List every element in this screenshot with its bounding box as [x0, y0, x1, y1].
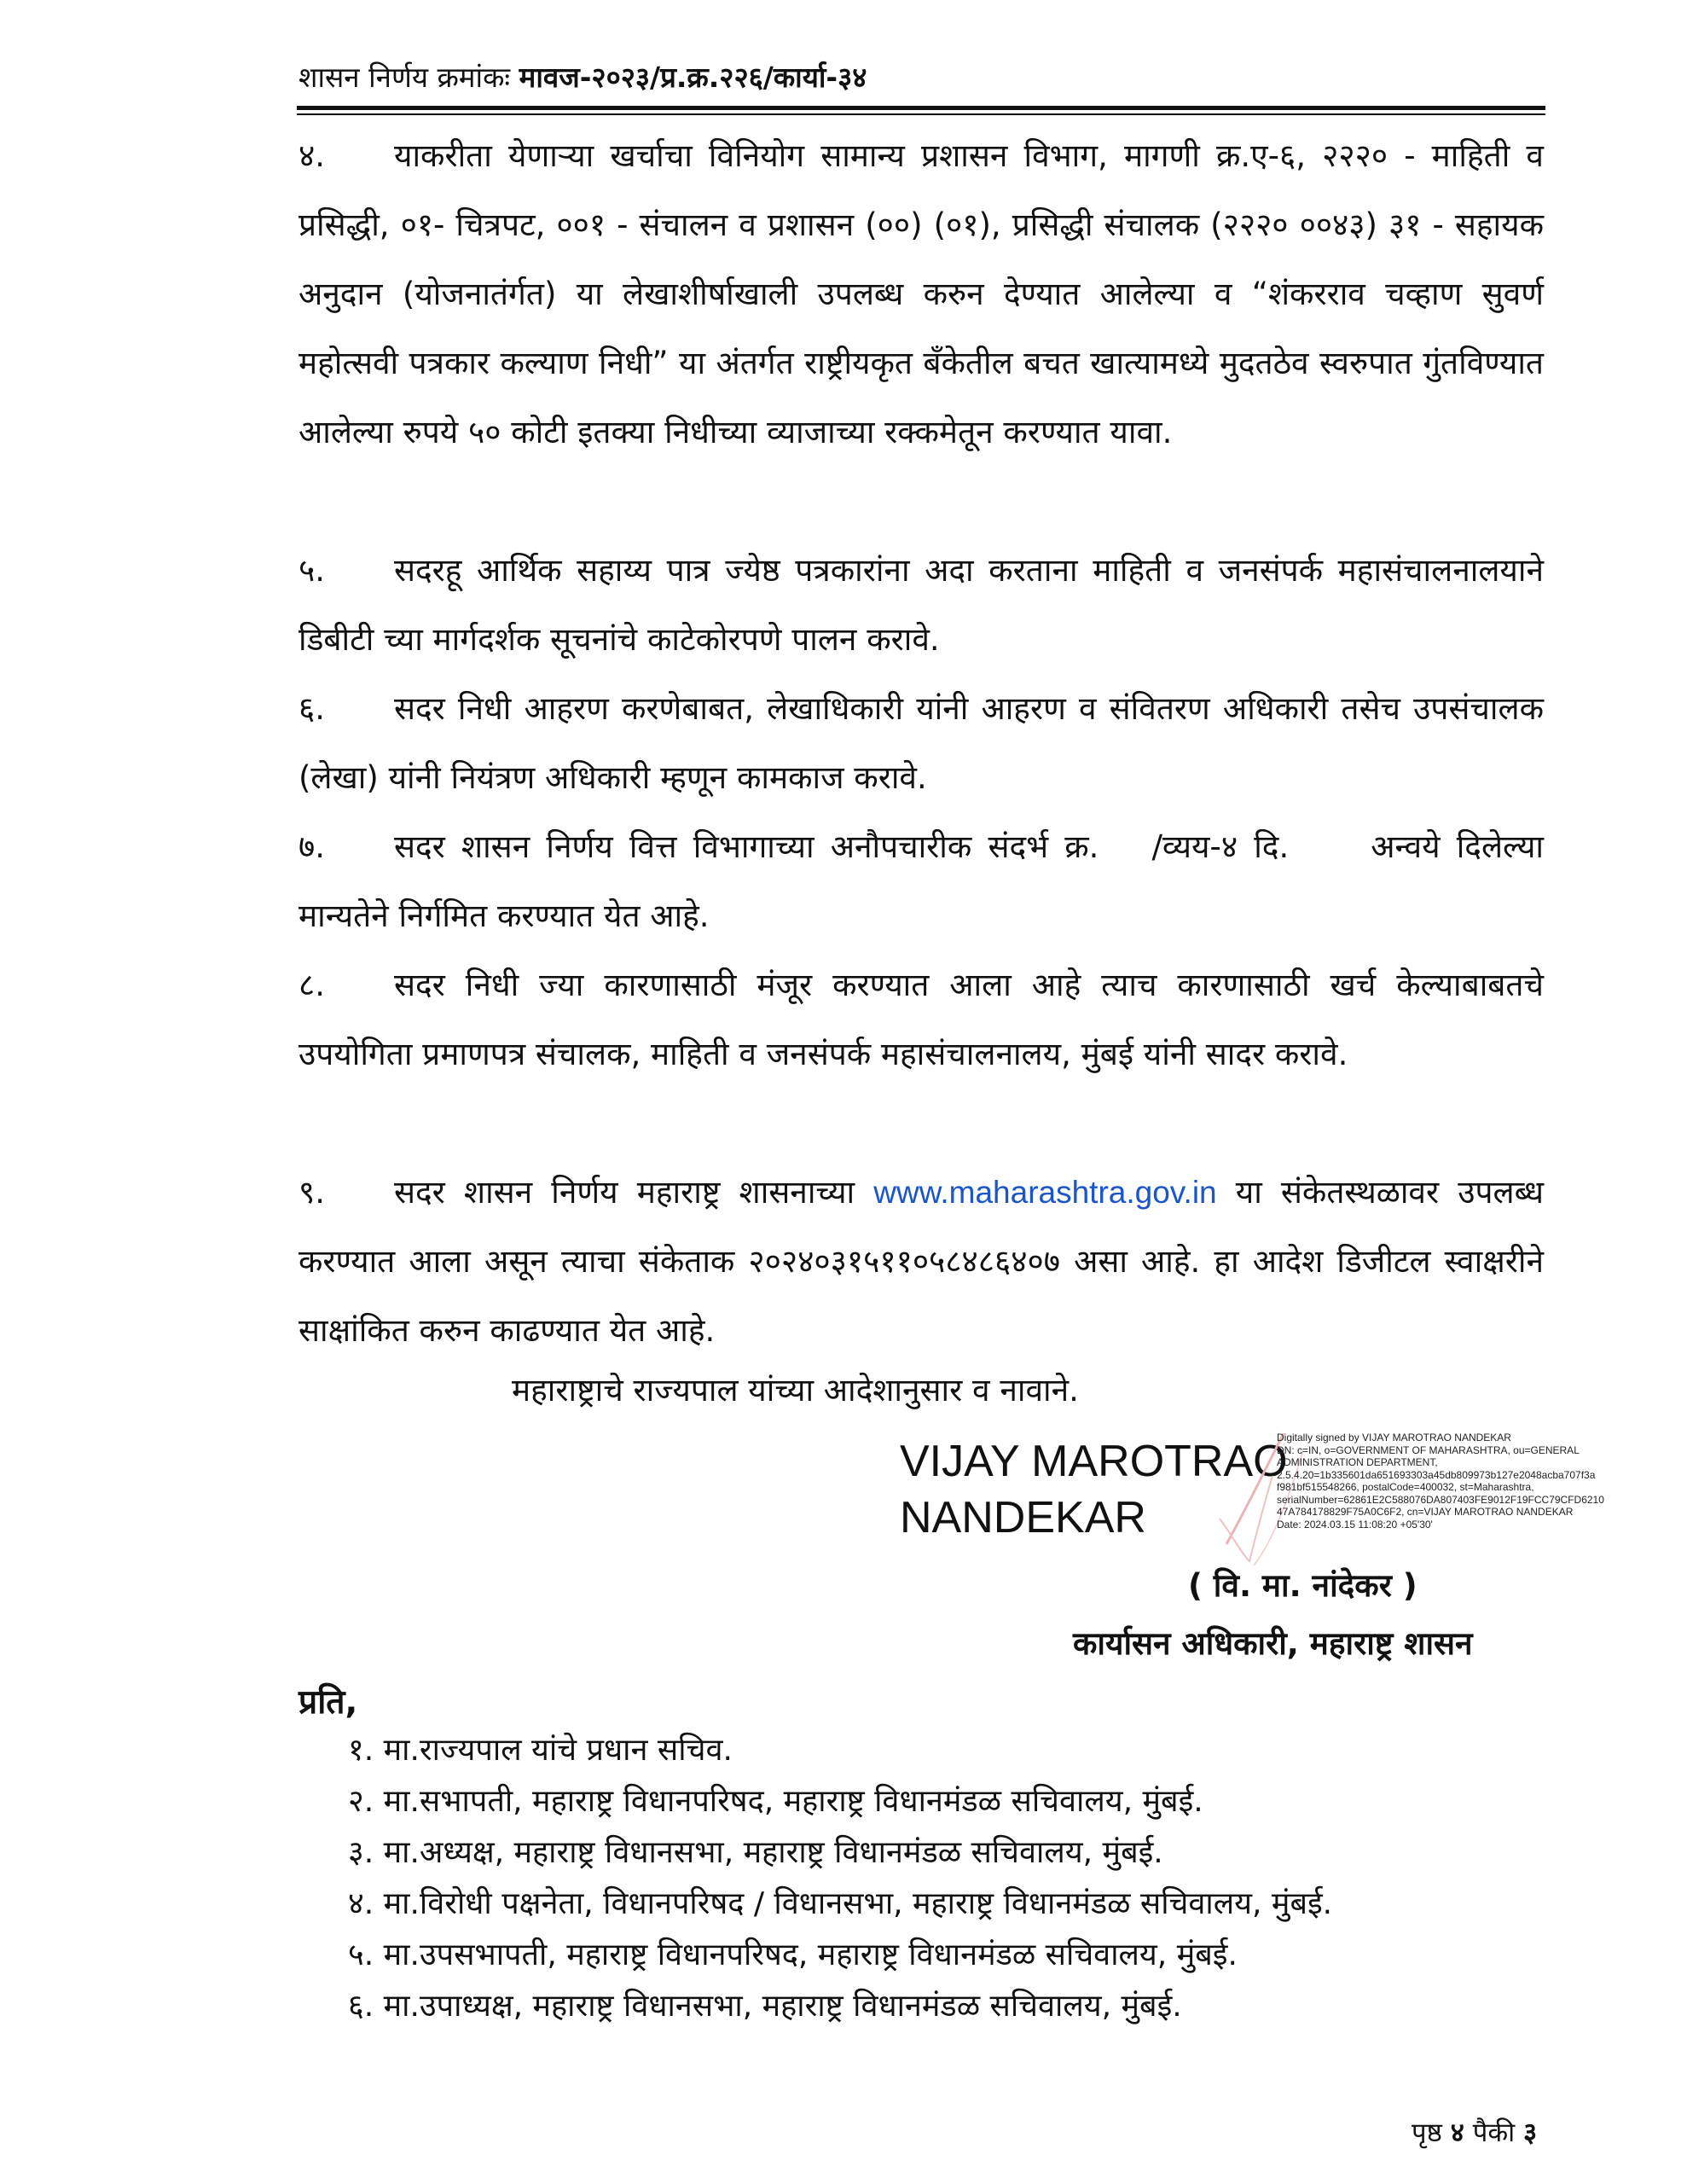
recipients-list: [348, 1725, 1332, 2032]
officer-title: कार्यासन अधिकारी, महाराष्ट्र शासन: [1073, 1625, 1473, 1662]
list-item: १. मा.राज्यपाल यांचे प्रधान सचिव.: [348, 1733, 733, 1768]
header-prefix: शासन निर्णय क्रमांकः: [299, 61, 511, 94]
closing-line: महाराष्ट्राचे राज्यपाल यांच्या आदेशानुसार व नावाने.: [512, 1372, 1079, 1409]
digital-signature-details: [1277, 1432, 1609, 1531]
paragraph-number: ६.: [299, 690, 326, 727]
footer-page-number: ४: [1450, 2117, 1464, 2148]
paragraph-text: सदर निधी ज्या कारणासाठी मंजूर करण्यात आला आहे त्याच कारणासाठी खर्च केल्याबाबतचे उपयोगिता प्रमाणपत्र संचालक, माहिती व जनसंपर्क महासंचालनालय, मुंबई यांनी सादर करावे.: [299, 967, 1544, 1072]
list-item: ४. मा.विरोधी पक्षनेता, विधानपरिषद / विधानसभा, महाराष्ट्र विधानमंडळ सचिवालय, मुंबई.: [348, 1886, 1333, 1921]
signature-detail-line: 47A784178829F75A0C6F2, cn=VIJAY MAROTRAO NANDEKAR: [1277, 1506, 1574, 1518]
signature-detail-line: serialNumber=62861E2C588076DA807403FE9012F19FCC79CFD6210: [1277, 1493, 1604, 1506]
paragraph-text-mid: /व्यय-४ दि.: [1151, 828, 1290, 865]
list-item: ५. मा.उपसभापती, महाराष्ट्र विधानपरिषद, महाराष्ट्र विधानमंडळ सचिवालय, मुंबई.: [348, 1937, 1238, 1972]
page-footer: [1412, 2116, 1537, 2150]
paragraph-text: याकरीता येणाऱ्या खर्चाचा विनियोग सामान्य प्रशासन विभाग, मागणी क्र.ए-६, २२२० - माहिती व प्रसिद्धी, ०१- चित्रपट, ००१ - संचालन व प्रशासन (००) (०१), प्रसिद्धी संचालक (२२२० ००४३) ३१ - सहायक अनुदान (योजनातंर्गत) या लेखाशीर्षाखाली उपलब्ध करुन देण्यात आलेल्या व “शंकरराव चव्हाण सुवर्ण महोत्सवी पत्रकार कल्याण निधी” या अंतर्गत राष्ट्रीयकृत बँकेतील बचत खात्यामध्ये मुदतठेव स्वरुपात गुंतविण्यात आलेल्या रुपये ५० कोटी इतक्या निधीच्या व्याजाच्या रक्कमेतून करण्यात यावा.: [299, 137, 1544, 450]
paragraph-number: ९.: [299, 1174, 326, 1211]
signature-detail-line: DN: c=IN, o=GOVERNMENT OF MAHARASHTRA, ou=GENERAL: [1277, 1443, 1580, 1456]
signer-name-line2: NANDEKAR: [900, 1493, 1146, 1542]
list-item: ६. मा.उपाध्यक्ष, महाराष्ट्र विधानसभा, महाराष्ट्र विधानमंडळ सचिवालय, मुंबई.: [348, 1989, 1182, 2024]
website-link[interactable]: www.maharashtra.gov.in: [873, 1175, 1217, 1210]
signature-detail-line: f981bf515548266, postalCode=400032, st=Maharashtra,: [1277, 1481, 1534, 1493]
officer-name: ( वि. मा. नांदेकर ): [1188, 1567, 1417, 1604]
recipients-heading: प्रति,: [299, 1683, 358, 1722]
header-rule-thick: [297, 106, 1545, 110]
paragraph-text-after: या संकेतस्थळावर उपलब्ध करण्यात आला असून त्याचा संकेताक २०२४०३१५११०५८४८६४०७ असा आहे. हा आदेश डिजीटल स्वाक्षरीने साक्षांकित करुन काढण्यात येत आहे.: [299, 1174, 1544, 1349]
paragraph-7: [299, 812, 1544, 950]
paragraph-number: ५.: [299, 552, 326, 589]
footer-label: पृष्ठ: [1412, 2117, 1442, 2148]
paragraph-text: सदरहू आर्थिक सहाय्य पात्र ज्येष्ठ पत्रकारांना अदा करताना माहिती व जनसंपर्क महासंचालनालयाने डिबीटी च्या मार्गदर्शक सूचनांचे काटेकोरपणे पालन करावे.: [299, 552, 1544, 658]
signature-detail-line: ADMINISTRATION DEPARTMENT,: [1277, 1456, 1438, 1468]
footer-total-pages: ३: [1523, 2117, 1538, 2148]
gr-number: मावज-२०२३/प्र.क्र.२२६/कार्या-३४: [519, 61, 867, 94]
list-item: २. मा.सभापती, महाराष्ट्र विधानपरिषद, महाराष्ट्र विधानमंडळ सचिवालय, मुंबई.: [348, 1784, 1203, 1819]
footer-of: पैकी: [1472, 2117, 1516, 2148]
signature-detail-line: Date: 2024.03.15 11:08:20 +05'30': [1277, 1518, 1433, 1531]
paragraph-text-after: अन्वये दिलेल्या मान्यतेने निर्गमित करण्यात येत आहे.: [299, 828, 1544, 934]
paragraph-text-before: सदर शासन निर्णय वित्त विभागाच्या अनौपचारीक संदर्भ क्र.: [394, 828, 1099, 865]
paragraph-6: [299, 674, 1544, 812]
paragraph-8: [299, 950, 1544, 1089]
paragraph-number: ८.: [299, 967, 326, 1003]
paragraph-text-before: सदर शासन निर्णय महाराष्ट्र शासनाच्या: [394, 1174, 855, 1211]
paragraph-number: ४.: [299, 137, 326, 174]
page-header: [299, 58, 1544, 97]
paragraph-text: सदर निधी आहरण करणेबाबत, लेखाधिकारी यांनी आहरण व संवितरण अधिकारी तसेच उपसंचालक (लेखा) यांनी नियंत्रण अधिकारी म्हणून कामकाज करावे.: [299, 690, 1544, 796]
paragraph-5: [299, 536, 1544, 674]
paragraph-4: [299, 121, 1544, 467]
header-rule-thin: [297, 113, 1545, 115]
signer-name-line1: VIJAY MAROTRAO: [900, 1437, 1288, 1486]
list-item: ३. मा.अध्यक्ष, महाराष्ट्र विधानसभा, महाराष्ट्र विधानमंडळ सचिवालय, मुंबई.: [348, 1835, 1163, 1870]
signature-detail-line: Digitally signed by VIJAY MAROTRAO NANDEKAR: [1277, 1432, 1511, 1443]
paragraph-9: [299, 1158, 1544, 1365]
paragraph-number: ७.: [299, 828, 326, 865]
signature-detail-line: 2.5.4.20=1b335601da651693303a45db809973b127e2048acba707f3a: [1277, 1468, 1596, 1481]
